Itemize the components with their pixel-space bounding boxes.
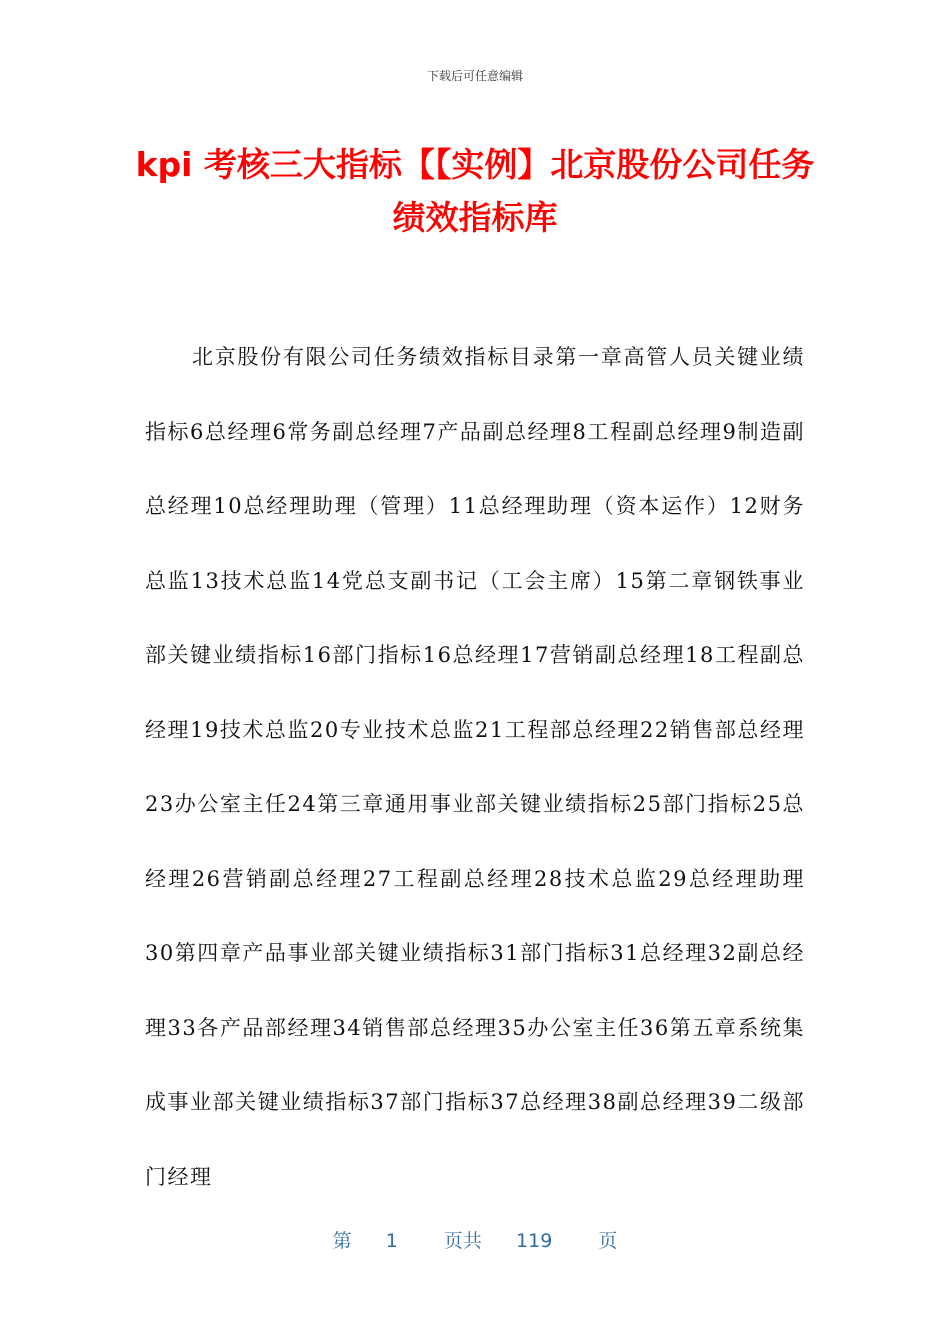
page-footer bbox=[0, 1226, 950, 1253]
footer-suffix: 页 bbox=[598, 1230, 618, 1252]
footer-middle: 页共 bbox=[443, 1230, 482, 1252]
footer-current-page: 1 bbox=[385, 1230, 398, 1252]
document-body: 北京股份有限公司任务绩效指标目录第一章高管人员关键业绩指标6总经理6常务副总经理7产品副总经理8工程副总经理9制造副总经理10总经理助理（管理）11总经理助理（资本运作）12财务总监13技术总监14党总支副书记（工会主席）15第二章钢铁事业部关键业绩指标16部门指标16总经理17营销副总经理18工程副总经理19技术总监20专业技术总监21工程部总经理22销售部总经理23办公室主任24第三章通用事业部关键业绩指标25部门指标25总经理26营销副总经理27工程副总经理28技术总监29总经理助理30第四章产品事业部关键业绩指标31部门指标31总经理32副总经理33各产品部经理34销售部总经理35办公室主任36第五章系统集成事业部关键业绩指标37部门指标37总经理38副总经理39二级部门经理 bbox=[145, 345, 805, 1189]
document-title: kpi 考核三大指标【【实例】北京股份公司任务绩效指标库 bbox=[135, 145, 815, 237]
footer-total-pages: 119 bbox=[516, 1230, 553, 1252]
header-note: 下载后可任意编辑 bbox=[426, 69, 523, 83]
footer-prefix: 第 bbox=[332, 1230, 352, 1252]
